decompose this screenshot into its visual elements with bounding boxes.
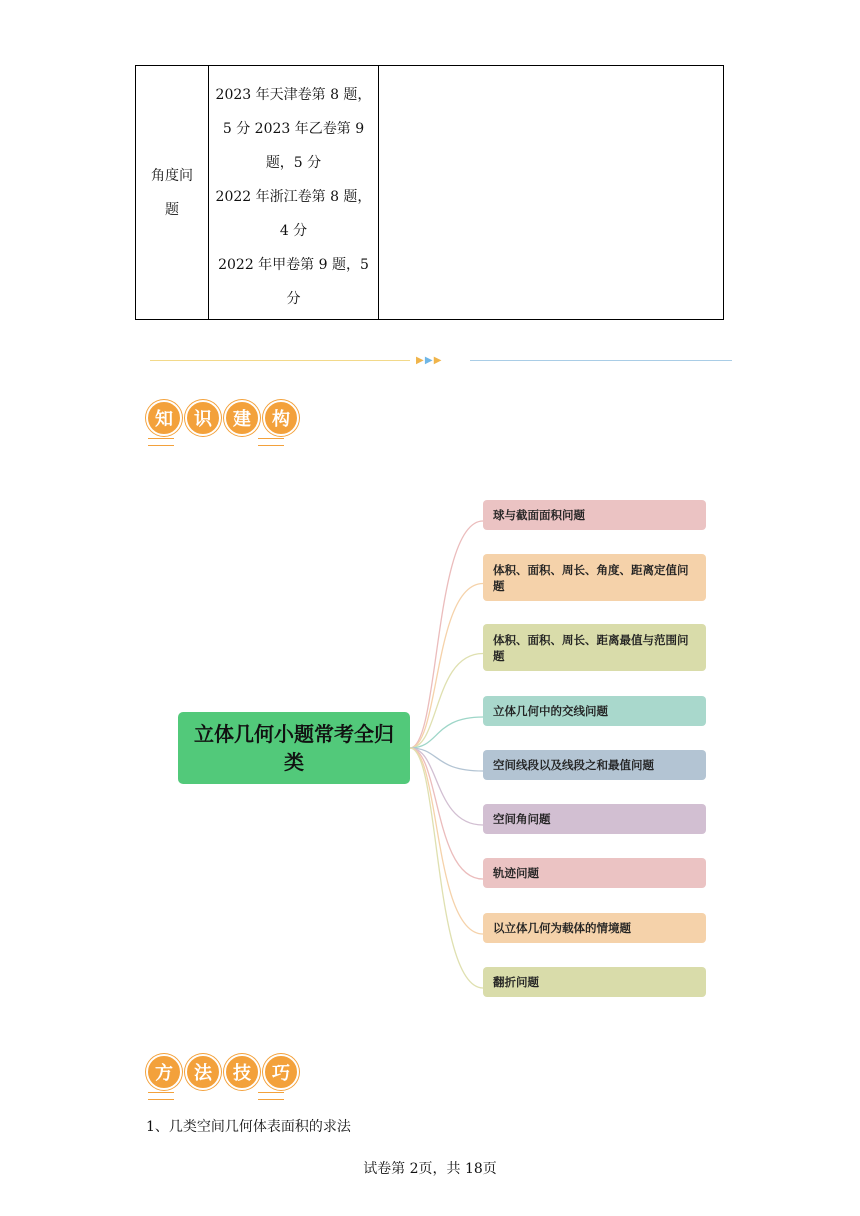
exam-source-table	[135, 65, 724, 320]
source-line: 2023 年天津卷第 8 题，	[215, 87, 372, 103]
mind-map-leaf: 体积、面积、周长、距离最值与范围问题	[483, 624, 706, 671]
method-item: 1、几类空间几何体表面积的求法	[146, 1119, 351, 1135]
heading-underline-decor	[258, 438, 284, 446]
mind-map-leaf: 空间角问题	[483, 804, 706, 834]
triangle-right-icon: ▶	[433, 355, 441, 366]
heading-char: 技	[224, 1054, 260, 1090]
section-divider	[150, 356, 732, 366]
divider-line-right	[470, 360, 732, 361]
source-line: 2022 年甲卷第 9 题，5	[218, 257, 369, 273]
heading-char: 识	[185, 400, 221, 436]
heading-char: 知	[146, 400, 182, 436]
mind-map-leaf: 轨迹问题	[483, 858, 706, 888]
knowledge-structure-heading	[146, 400, 302, 436]
mind-map-leaf: 以立体几何为载体的情境题	[483, 913, 706, 943]
mind-map-links	[0, 490, 860, 1010]
heading-underline-decor	[258, 1092, 284, 1100]
heading-char: 法	[185, 1054, 221, 1090]
heading-char: 建	[224, 400, 260, 436]
mind-map-link	[410, 748, 483, 879]
triangle-right-icon: ▶	[424, 355, 432, 366]
sources-cell	[209, 66, 379, 319]
source-line: 2022 年浙江卷第 8 题，	[215, 189, 372, 205]
mind-map-leaf: 体积、面积、周长、角度、距离定值问题	[483, 554, 706, 601]
heading-char: 方	[146, 1054, 182, 1090]
heading-underline-decor	[148, 1092, 174, 1100]
methods-heading	[146, 1054, 302, 1090]
mind-map-link	[410, 584, 483, 749]
heading-char: 构	[263, 400, 299, 436]
mind-map-leaf: 空间线段以及线段之和最值问题	[483, 750, 706, 780]
mind-map-leaf: 翻折问题	[483, 967, 706, 997]
heading-char: 巧	[263, 1054, 299, 1090]
source-line: 分	[286, 291, 301, 307]
mind-map	[0, 490, 860, 1010]
mind-map-link	[410, 748, 483, 988]
source-line: 5 分 2023 年乙卷第 9	[222, 121, 365, 137]
mind-map-leaf: 立体几何中的交线问题	[483, 696, 706, 726]
divider-arrows	[416, 355, 440, 366]
triangle-right-icon: ▶	[416, 355, 423, 366]
topic-label: 角度问题	[151, 167, 193, 218]
heading-underline-decor	[148, 438, 174, 446]
divider-line-left	[150, 360, 410, 361]
empty-cell	[379, 66, 723, 319]
mind-map-leaf: 球与截面面积问题	[483, 500, 706, 530]
source-line: 题，5 分	[265, 155, 322, 171]
page-footer: 试卷第 2页，共 18页	[363, 1161, 497, 1177]
topic-cell	[136, 66, 209, 319]
source-line: 4 分	[279, 223, 308, 239]
mind-map-root: 立体几何小题常考全归类	[178, 712, 410, 784]
